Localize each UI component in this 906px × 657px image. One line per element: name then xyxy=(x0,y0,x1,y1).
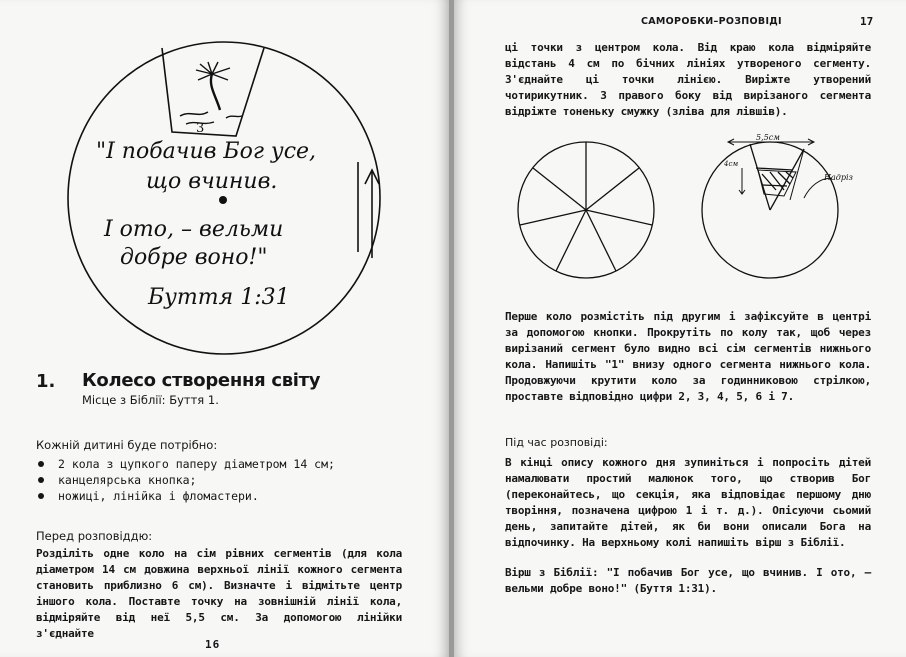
center-dot xyxy=(219,196,227,204)
needs-list xyxy=(36,456,335,504)
cut-segment-circle xyxy=(702,142,838,278)
section-title: Колесо створення світу xyxy=(82,370,321,391)
quote-reference: Буття 1:31 xyxy=(148,285,290,310)
during-title: Під час розповіді: xyxy=(505,436,608,449)
section-subtitle: Місце з Біблії: Буття 1. xyxy=(82,393,219,407)
needs-title: Кожній дитині буде потрібно: xyxy=(36,438,218,452)
body-paragraph-4: Вірш з Біблії: "І побачив Бог усе, що вчинив. І ото, – вельми добре воно!" (Буття 1:31). xyxy=(505,566,871,595)
quote-line-3: І ото, – вельми xyxy=(104,217,284,242)
page-number-left: 16 xyxy=(205,638,221,651)
needs-item: 2 кола з цупкого паперу діаметром 14 см; xyxy=(36,456,335,472)
segment-number-label: 3 xyxy=(196,121,205,136)
rotation-arrow-icon xyxy=(365,170,379,258)
right-page xyxy=(454,0,906,657)
before-title: Перед розповіддю: xyxy=(36,529,153,543)
palm-tree-drawing xyxy=(180,62,242,124)
dimension-width-label: 5,5см xyxy=(756,133,780,142)
quote-line-2: що вчинив. xyxy=(146,169,278,194)
circle-diagrams xyxy=(514,130,874,290)
body-paragraph-3: В кінці опису кожного дня зупиніться і попросіть дітей намалювати простий малюнок того, що створив Бог (переконайтесь, що секція, яка відповідає першому дню творіння, позначена цифрою 1 і т. д.). Опісуючи сьомий день, запитайте дітей, як би вони описали Бога на відпочинку. На верхньому колі напишіть вірш з Біблії. xyxy=(505,456,871,549)
section-number: 1. xyxy=(36,371,56,392)
before-body: Розділіть одне коло на сім рівних сегментів (для кола діаметром 14 см довжина верхньої лінії кожного сегмента становить приблизно 6 см). Визначте і відмітьте центр іншого кола. Поставте точку на зовнішній лінії кола, відміряйте від неї 5,5 см. За допомогою лінійки з'єднайте xyxy=(36,547,402,640)
left-page xyxy=(0,0,449,657)
body-paragraph-2: Перше коло розмістіть під другим і зафіксуйте в центрі за допомогою кнопки. Прокрутіть по колу так, щоб через вирізаний сегмент було видно всі сім сегментів нижнього кола. Напишіть "1" внизу одного сегмента нижнього кола. Продовжуючи крутити коло за годинниковою стрілкою, проставте відповідно цифри 2, 3, 4, 5, 6 і 7. xyxy=(505,310,871,403)
body-paragraph-1: ці точки з центром кола. Від краю кола відміряйте відстань 4 см по бічних лініях утвореного сегменту. З'єднайте ці точки лінією. Виріжте утворений чотирикутник. З правого боку від вирізаного сегмента відріжте тоненьку смужку (зліва для лівшів). xyxy=(505,41,871,118)
creation-wheel-illustration xyxy=(40,40,420,360)
cut-note-label: Надріз xyxy=(824,173,853,182)
running-head: САМОРОБКИ–РОЗПОВІДІ xyxy=(641,16,782,27)
needs-item: ножиці, лінійка і фломастери. xyxy=(36,488,335,504)
seven-segment-circle xyxy=(518,142,654,278)
needs-item: канцелярська кнопка; xyxy=(36,472,335,488)
quote-line-1: "І побачив Бог усе, xyxy=(96,139,317,164)
page-number-right: 17 xyxy=(860,15,874,28)
dimension-height-label: 4см xyxy=(724,160,739,168)
quote-line-4: добре воно!" xyxy=(120,245,268,270)
